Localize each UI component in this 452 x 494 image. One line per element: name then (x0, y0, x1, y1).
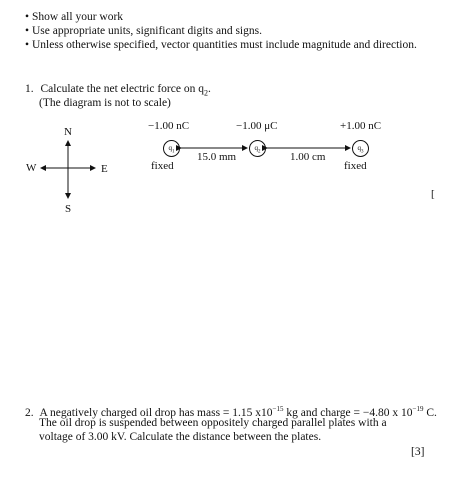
question-2-text-a: A negatively charged oil drop has mass = 1.15 x10 (39, 406, 273, 419)
question-1-text: Calculate the net electric force on q (40, 83, 204, 95)
question-2-text-b: kg and charge = −4.80 x 10 (283, 406, 413, 419)
margin-bracket-mark: [ (431, 188, 435, 200)
charge-q3-status: fixed (344, 160, 367, 172)
charge-exponent: −19 (412, 405, 424, 413)
instruction-text: Use appropriate units, significant digits and signs. (32, 25, 262, 37)
charge-q2-subscript: 2 (258, 149, 261, 155)
distance-q2-q3-label: 1.00 cm (290, 151, 326, 163)
charge-q1-symbol: q (168, 144, 172, 152)
question-1-number: 1. (25, 83, 34, 95)
charge-q3-symbol: q (357, 144, 361, 152)
charge-q1-value: −1.00 nC (148, 120, 190, 132)
bullet-glyph: • (25, 25, 30, 37)
compass-s-label: S (65, 203, 72, 215)
charge-q1-subscript: 1 (172, 149, 175, 155)
charge-q3-value: +1.00 nC (340, 120, 382, 132)
question-1-note: (The diagram is not to scale) (39, 97, 171, 109)
charge-q1-circle (163, 140, 180, 157)
bullet-glyph: • (25, 39, 30, 51)
bullet-glyph: • (25, 11, 30, 23)
distance-q1-q2-label: 15.0 mm (197, 151, 237, 163)
instruction-text: Show all your work (32, 11, 124, 23)
charge-q3-circle (352, 140, 369, 157)
question-2-marks: [3] (411, 446, 425, 458)
charge-q3-subscript: 3 (361, 149, 364, 155)
compass-e-label: E (101, 163, 108, 175)
charge-q1-status: fixed (151, 160, 174, 172)
mass-exponent: −15 (272, 405, 284, 413)
question-2-text-c: C. (423, 406, 437, 419)
question-2-line-2: The oil drop is suspended between oppositely charged parallel plates with a (39, 417, 387, 429)
question-2-line-3: voltage of 3.00 kV. Calculate the distance between the plates. (39, 431, 322, 443)
question-1-period: . (207, 83, 211, 95)
charge-q2-value: −1.00 μC (236, 120, 278, 132)
question-1-subscript: 2 (203, 88, 208, 98)
charge-q2-symbol: q (254, 144, 258, 152)
question-2-number: 2. (25, 406, 34, 419)
compass-n-label: N (64, 126, 72, 138)
charge-q2-circle (249, 140, 266, 157)
instruction-text: Unless otherwise specified, vector quantities must include magnitude and direction. (32, 39, 417, 51)
compass-w-label: W (26, 162, 37, 174)
